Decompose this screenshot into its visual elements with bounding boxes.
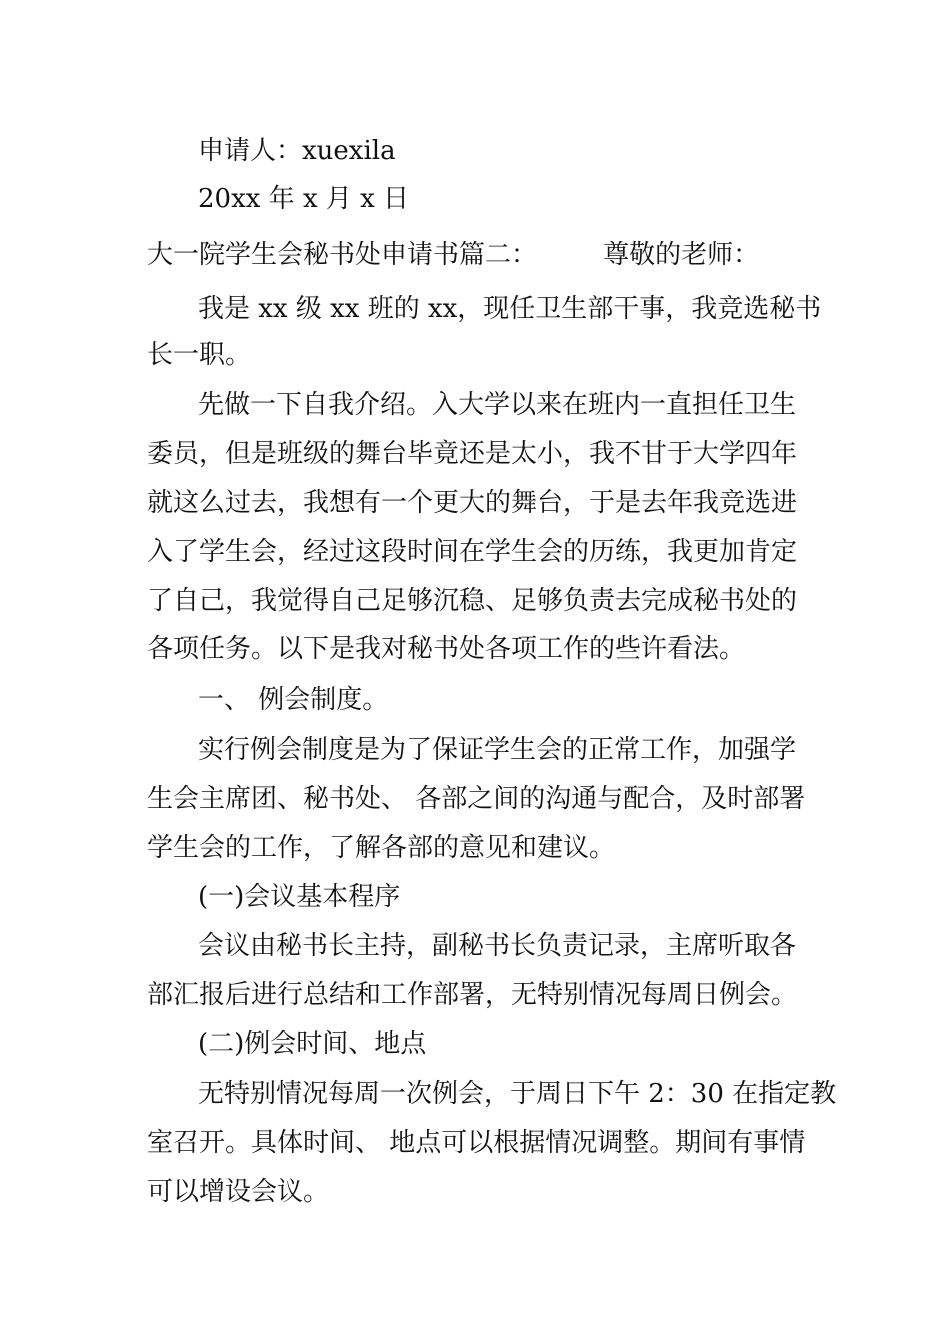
paragraph-line: 实行例会制度是为了保证学生会的正常工作，加强学 — [198, 735, 797, 765]
date-line: 20xx 年 x 月 x 日 — [198, 184, 410, 214]
paragraph-line: 会议由秘书长主持，副秘书长负责记录，主席听取各 — [198, 931, 797, 961]
paragraph-line: 委员，但是班级的舞台毕竟还是太小，我不甘于大学四年 — [147, 439, 798, 469]
paragraph-line: 无特别情况每周一次例会，于周日下午 2：30 在指定教 — [198, 1079, 837, 1109]
paragraph-line: 长一职。 — [147, 340, 252, 370]
subheading-line: (一)会议基本程序 — [198, 882, 401, 912]
heading-line: 一、 例会制度。 — [198, 685, 389, 715]
paragraph-line: 生会主席团、秘书处、 各部之间的沟通与配合，及时部署 — [147, 784, 806, 814]
subheading-line: (二)例会时间、地点 — [198, 1029, 427, 1059]
paragraph-line: 可以增设会议。 — [147, 1177, 330, 1207]
paragraph-line: 部汇报后进行总结和工作部署，无特别情况每周日例会。 — [147, 980, 798, 1010]
section-heading-line: 大一院学生会秘书处申请书篇二： 尊敬的老师： — [147, 240, 760, 270]
applicant-line: 申请人：xuexila — [198, 136, 396, 166]
paragraph-line: 先做一下自我介绍。入大学以来在班内一直担任卫生 — [198, 390, 797, 420]
paragraph-line: 就这么过去，我想有一个更大的舞台，于是去年我竞选进 — [147, 488, 798, 518]
paragraph-line: 各项任务。以下是我对秘书处各项工作的些许看法。 — [147, 634, 746, 664]
paragraph-line: 了自己，我觉得自己足够沉稳、足够负责去完成秘书处的 — [147, 586, 798, 616]
paragraph-line: 学生会的工作，了解各部的意见和建议。 — [147, 833, 616, 863]
paragraph-line: 室召开。具体时间、 地点可以根据情况调整。期间有事情 — [147, 1128, 806, 1158]
paragraph-line: 我是 xx 级 xx 班的 xx，现任卫生部干事，我竞选秘书 — [198, 294, 822, 324]
paragraph-line: 入了学生会，经过这段时间在学生会的历练，我更加肯定 — [147, 537, 798, 567]
